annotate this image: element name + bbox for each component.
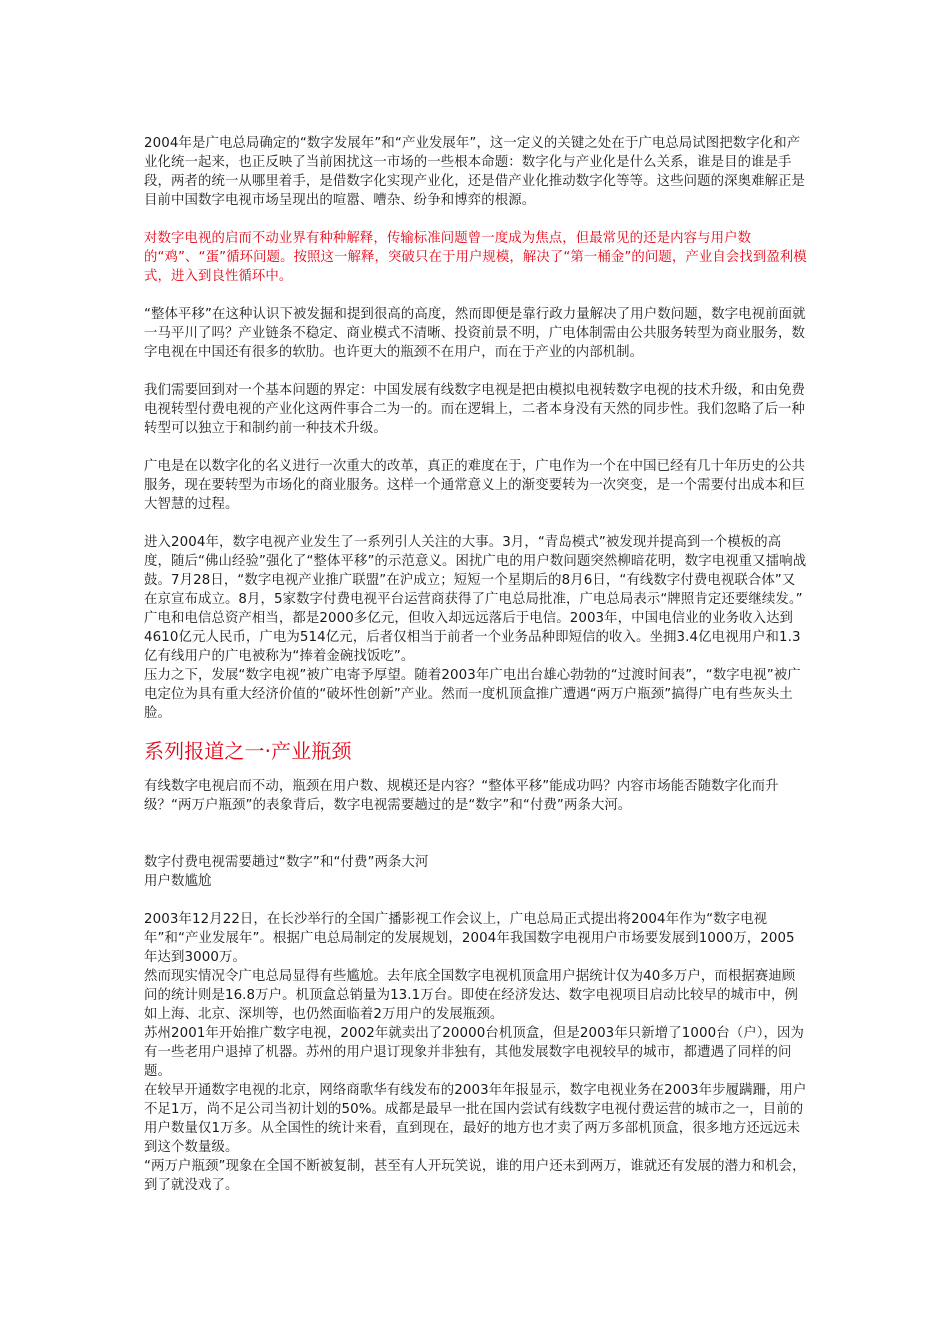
paragraph: “两万户瓶颈”现象在全国不断被复制，甚至有人开玩笑说，谁的用户还未到两万，谁就还有发展的潜力和机会，到了就没戏了。 (144, 1159, 806, 1193)
paragraph-intro: 2004年是广电总局确定的“数字发展年”和“产业发展年”，这一定义的关键之处在于广电总局试图把数字化和产业化统一起来，也正反映了当前困扰这一市场的一些根本命题：数字化与产业化是什么关系，谁是目的谁是手段，两者的统一从哪里着手，是借数字化实现产业化，还是借产业化推动数字化等等。这些问题的深奥难解正是目前中国数字电视市场呈现出的喧嚣、嘈杂、纷争和博弈的根源。 (144, 136, 806, 208)
paragraph: 苏州2001年开始推广数字电视，2002年就卖出了20000台机顶盒，但是2003年只新增了1000台（户），因为有一些老用户退掉了机器。苏州的用户退订现象并非独有，其他发展数字电视较早的城市，都遭遇了同样的问题。 (144, 1026, 804, 1079)
paragraph: 在较早开通数字电视的北京，网络商歌华有线发布的2003年年报显示，数字电视业务在2003年步履蹒跚，用户不足1万，尚不足公司当初计划的50%。成都是最早一批在国内尝试有线数字电视付费运营的城市之一，目前的用户数量仅1万多。从全国性的统计来看，直到现在，最好的地方也才卖了两万多部机顶盒，很多地方还远远未到这个数量级。 (144, 1083, 807, 1155)
paragraph: 2003年12月22日，在长沙举行的全国广播影视工作会议上，广电总局正式提出将2004年作为“数字电视年”和“产业发展年”。根据广电总局制定的发展规划，2004年我国数字电视用户市场要发展到1000万，2005年达到3000万。 (144, 912, 795, 965)
subheading: 数字付费电视需要趟过“数字”和“付费”两条大河 (144, 855, 429, 870)
paragraph-highlight: 对数字电视的启而不动业界有种种解释，传输标准问题曾一度成为焦点，但最常见的还是内容与用户数的“鸡”、“蛋”循环问题。按照这一解释，突破只在于用户规模，解决了“第一桶金”的问题，产业自会找到盈利模式，进入到良性循环中。 (144, 231, 807, 284)
subheading: 用户数尴尬 (144, 874, 212, 889)
paragraph-lead: 有线数字电视启而不动，瓶颈在用户数、规模还是内容？“整体平移”能成功吗？内容市场能否随数字化而升级？“两万户瓶颈”的表象背后，数字电视需要趟过的是“数字”和“付费”两条大河。 (144, 779, 779, 813)
paragraph: 然而现实情况令广电总局显得有些尴尬。去年底全国数字电视机顶盒用户据统计仅为40多万户，而根据赛迪顾问的统计则是16.8万户。机顶盒总销量为13.1万台。即使在经济发达、数字电视项目启动比较早的城市中，例如上海、北京、深圳等，也仍然面临着2万用户的发展瓶颈。 (144, 969, 799, 1022)
section-heading: 系列报道之一·产业瓶颈 (144, 739, 352, 763)
paragraph: 广电是在以数字化的名义进行一次重大的改革，真正的难度在于，广电作为一个在中国已经有几十年历史的公共服务，现在要转型为市场化的商业服务。这样一个通常意义上的渐变要转为一次突变，是一个需要付出成本和巨大智慧的过程。 (144, 459, 806, 512)
paragraph: 压力之下，发展“数字电视”被广电寄予厚望。随着2003年广电出台雄心勃勃的“过渡时间表”，“数字电视”被广电定位为具有重大经济价值的“破坏性创新”产业。然而一度机顶盒推广遭遇“两万户瓶颈”搞得广电有些灰头土脸。 (144, 668, 801, 721)
document-page (144, 134, 808, 1195)
paragraph: 我们需要回到对一个基本问题的界定：中国发展有线数字电视是把由模拟电视转数字电视的技术升级，和由免费电视转型付费电视的产业化这两件事合二为一的。而在逻辑上，二者本身没有天然的同步性。我们忽略了后一种转型可以独立于和制约前一种技术升级。 (144, 383, 806, 436)
paragraph: “整体平移”在这种认识下被发掘和提到很高的高度，然而即便是靠行政力量解决了用户数问题，数字电视前面就一马平川了吗？产业链条不稳定、商业模式不清晰、投资前景不明，广电体制需由公共服务转型为商业服务，数字电视在中国还有很多的软肋。也许更大的瓶颈不在用户，而在于产业的内部机制。 (144, 307, 806, 360)
paragraph: 进入2004年，数字电视产业发生了一系列引人关注的大事。3月，“青岛模式”被发现并提高到一个模板的高度，随后“佛山经验”强化了“整体平移”的示范意义。困扰广电的用户数问题突然柳暗花明，数字电视重又擂响战鼓。7月28日，“数字电视产业推广联盟”在沪成立；短短一个星期后的8月6日，“有线数字付费电视联合体”又在京宣布成立。8月，5家数字付费电视平台运营商获得了广电总局批准，广电总局表示“牌照肯定还要继续发。” (144, 535, 807, 607)
paragraph: 广电和电信总资产相当，都是2000多亿元，但收入却远远落后于电信。2003年，中国电信业的业务收入达到4610亿元人民币，广电为514亿元，后者仅相当于前者一个业务品种即短信的收入。坐拥3.4亿电视用户和1.3亿有线用户的广电被称为“捧着金碗找饭吃”。 (144, 611, 801, 664)
